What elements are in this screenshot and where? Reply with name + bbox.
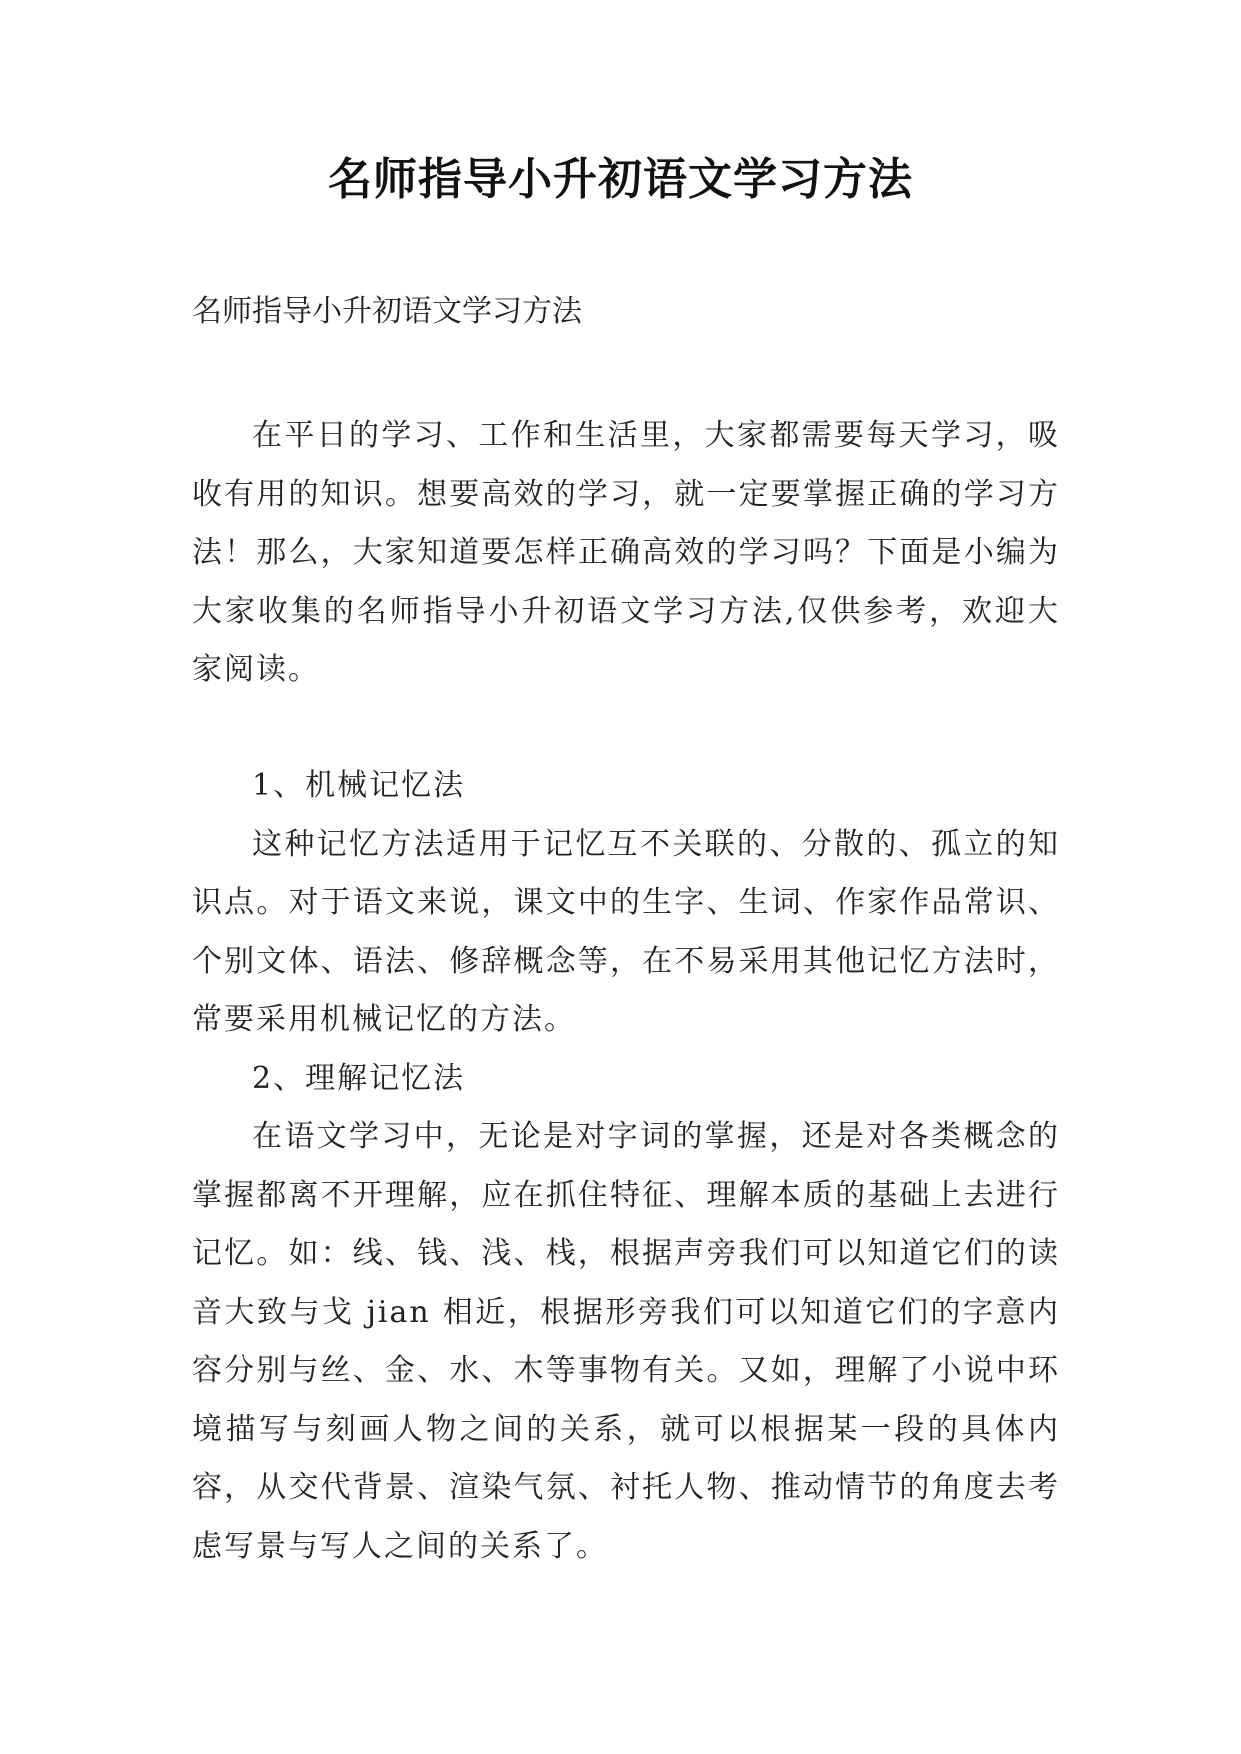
page-subtitle: 名师指导小升初语文学习方法 [192, 294, 582, 329]
intro-paragraph: 在平日的学习、工作和生活里，大家都需要每天学习，吸收有用的知识。想要高效的学习，就一定要掌握正确的学习方法！那么，大家知道要怎样正确高效的学习吗？下面是小编为大家收集的名师指导小升初语文学习方法,仅供参考，欢迎大家阅读。 [192, 418, 1060, 687]
sections-block [192, 757, 1060, 1576]
section-paragraph-2: 在语文学习中，无论是对字词的掌握，还是对各类概念的掌握都离不开理解，应在抓住特征、理解本质的基础上去进行记忆。如：线、钱、浅、栈，根据声旁我们可以知道它们的读音大致与戈 jian 相近，根据形旁我们可以知道它们的字意内容分别与丝、金、水、木等事物有关。又如，理解了小说中环境描写与刻画人物之间的关系，就可以根据某一段的具体内容，从交代背景、渲染气氛、衬托人物、推动情节的角度去考虑写景与写人之间的关系了。 [192, 1119, 1060, 1564]
section-heading-1: 1、机械记忆法 [252, 768, 466, 803]
section-paragraph-1: 这种记忆方法适用于记忆互不关联的、分散的、孤立的知识点。对于语文来说，课文中的生字、生词、作家作品常识、个别文体、语法、修辞概念等，在不易采用其他记忆方法时，常要采用机械记忆的方法。 [192, 826, 1060, 1037]
section-heading-2: 2、理解记忆法 [252, 1060, 466, 1096]
intro-block [192, 407, 1060, 700]
page-title: 名师指导小升初语文学习方法 [328, 154, 913, 205]
